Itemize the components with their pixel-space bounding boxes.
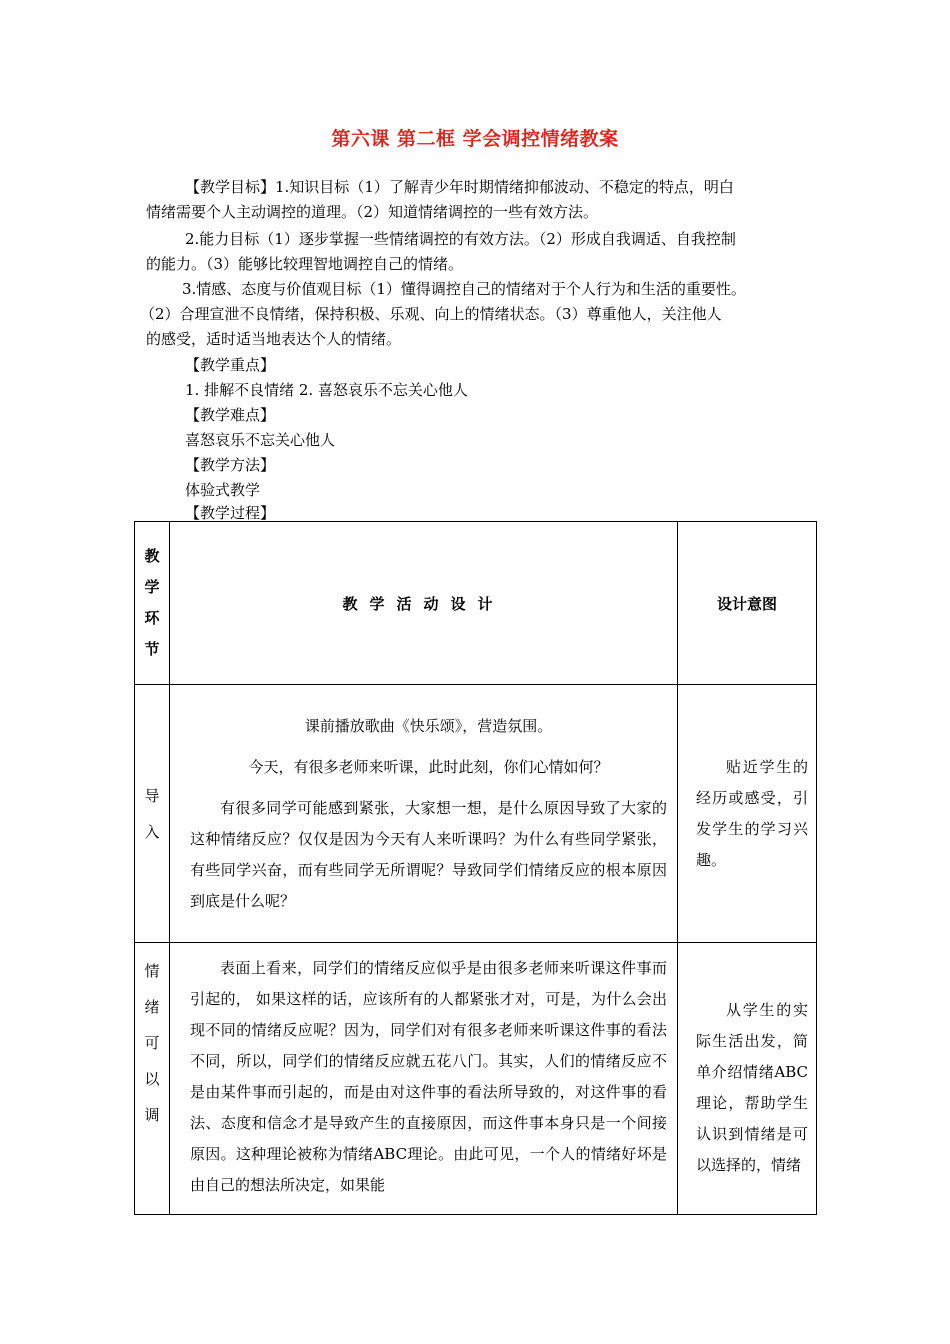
method-text: 体验式教学 <box>185 481 261 499</box>
objectives-line-2: 情绪需要个人主动调控的道理。（2）知道情绪调控的一些有效方法。 <box>146 203 599 221</box>
header-intent-cell <box>678 522 817 685</box>
intent-cell <box>678 943 817 1215</box>
stage-cell <box>135 685 170 943</box>
stage-label: 情绪可以调 <box>144 962 160 1124</box>
difficulty-text: 喜怒哀乐不忘关心他人 <box>185 431 336 449</box>
intent-text: 贴近学生的经历或感受，引发学生的学习兴趣。 <box>696 757 808 869</box>
activity-paragraph: 课前播放歌曲《快乐颂》，营造氛围。 <box>304 716 553 735</box>
objectives-line-5: 3.情感、态度与价值观目标（1）懂得调控自己的情绪对于个人行为和生活的重要性。 <box>182 280 746 298</box>
activity-cell <box>170 685 678 943</box>
method-heading: 【教学方法】 <box>185 456 276 474</box>
objectives-line-4: 的能力。（3）能够比较理智地调控自己的情绪。 <box>146 255 464 273</box>
process-heading: 【教学过程】 <box>185 504 276 522</box>
key-points-heading: 【教学重点】 <box>185 356 276 374</box>
header-activity-cell <box>170 522 678 685</box>
header-stage-label: 教学环节 <box>144 547 160 658</box>
teaching-process-table <box>134 521 817 1215</box>
activity-cell <box>170 943 678 1215</box>
table-row <box>135 685 817 943</box>
objectives-line-1: 【教学目标】1.知识目标（1）了解青少年时期情绪抑郁波动、不稳定的特点，明白 <box>185 178 734 196</box>
header-activity-label: 教学活动设计 <box>342 594 505 613</box>
intent-text: 从学生的实际生活出发，简单介绍情绪ABC理论，帮助学生认识到情绪是可以选择的，情绪 <box>696 1001 808 1174</box>
objectives-line-6: （2）合理宣泄不良情绪，保持积极、乐观、向上的情绪状态。（3）尊重他人，关注他人 <box>140 305 722 323</box>
objectives-line-7: 的感受，适时适当地表达个人的情绪。 <box>146 330 402 348</box>
header-intent-label: 设计意图 <box>716 594 777 613</box>
stage-label: 导入 <box>144 786 160 841</box>
key-points-text: 1. 排解不良情绪 2. 喜怒哀乐不忘关心他人 <box>185 381 468 399</box>
objectives-line-3: 2.能力目标（1）逐步掌握一些情绪调控的有效方法。（2）形成自我调适、自我控制 <box>185 230 736 248</box>
document-title: 第六课 第二框 学会调控情绪教案 <box>331 128 619 150</box>
header-stage-cell <box>135 522 170 685</box>
difficulty-heading: 【教学难点】 <box>185 406 276 424</box>
intent-cell <box>678 685 817 943</box>
activity-paragraph: 有很多同学可能感到紧张，大家想一想，是什么原因导致了大家的这种情绪反应？仅仅是因为今天有人来听课吗？为什么有些同学紧张，有些同学兴奋，而有些同学无所谓呢？导致同学们情绪反应的根本原因到底是什么呢？ <box>190 798 667 910</box>
activity-paragraph: 表面上看来，同学们的情绪反应似乎是由很多老师来听课这件事而引起的， 如果这样的话，应该所有的人都紧张才对，可是，为什么会出现不同的情绪反应呢？因为，同学们对有很多老师来听课这件事的看法不同，所以，同学们的情绪反应就五花八门。其实，人们的情绪反应不是由某件事而引起的，而是由对这件事的看法所导致的，对这件事的看法、态度和信念才是导致产生的直接原因，而这件事本身只是一个间接原因。这种理论被称为情绪ABC理论。由此可见，一个人的情绪好坏是由自己的想法所决定，如果能 <box>190 959 667 1194</box>
table-header-row <box>135 522 817 685</box>
stage-cell <box>135 943 170 1215</box>
activity-paragraph: 今天，有很多老师来听课，此时此刻，你们心情如何？ <box>248 757 609 776</box>
table-row <box>135 943 817 1215</box>
